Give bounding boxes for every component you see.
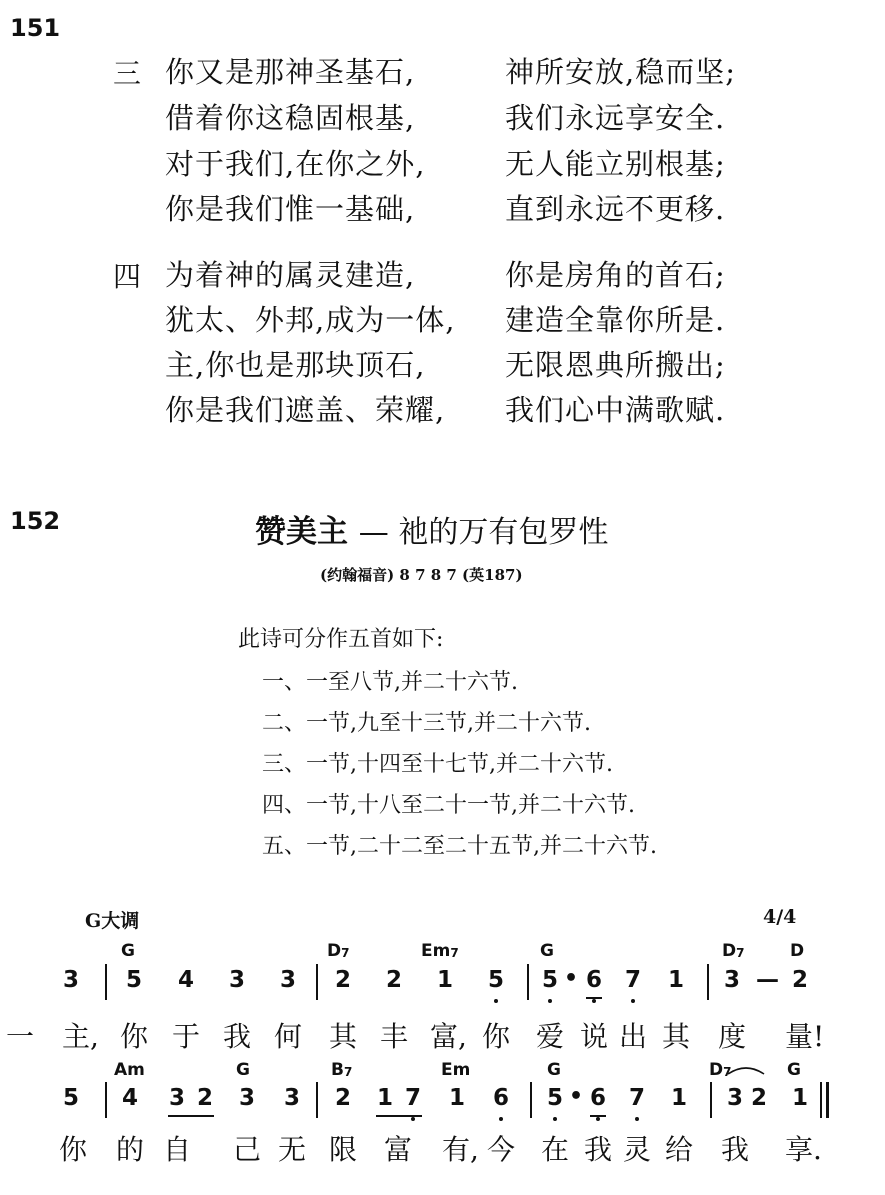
note: 2 — [750, 1085, 767, 1111]
augmentation-dot: • — [569, 1084, 584, 1109]
lyric-syllable: 你 — [58, 1133, 87, 1166]
chord-symbol: G — [236, 1060, 250, 1080]
stanza3-line2-left: 借着你这稳固根基, — [165, 101, 416, 135]
stanza3-line3-left: 对于我们,在你之外, — [165, 147, 426, 181]
barline — [707, 964, 709, 1000]
lyric-syllable: 享. — [785, 1133, 822, 1166]
stanza4-line2-right: 建造全靠你所是. — [505, 303, 726, 337]
lyric-syllable: 出 — [618, 1020, 647, 1053]
note: 3 — [228, 967, 245, 993]
chord-symbol: $D_7$ — [327, 941, 350, 961]
division-note-3: 三、一节,十四至十七节,并二十六节. — [262, 752, 613, 777]
stanza-number-3: 三 — [113, 57, 142, 90]
lyric-syllable: 有, — [442, 1133, 479, 1166]
time-signature: 4/4 — [763, 906, 797, 928]
key-signature: G大调 — [85, 910, 140, 932]
stanza3-line1-left: 你又是那神圣基石, — [165, 55, 416, 89]
barline — [527, 964, 529, 1000]
lyric-syllable: 无 — [277, 1133, 306, 1166]
note-low-octave: 7 — [624, 967, 641, 993]
augmentation-dot: • — [564, 966, 579, 991]
stanza3-line2-right: 我们永远享安全. — [505, 101, 726, 135]
barline — [105, 964, 107, 1000]
stanza3-line3-right: 无人能立别根基; — [505, 147, 726, 181]
lyric-syllable: 你 — [481, 1020, 510, 1053]
chord-symbol: G — [547, 1060, 561, 1080]
chord-symbol: G — [787, 1060, 801, 1080]
note-low-octave-eighth: 6 — [589, 1085, 606, 1111]
note-low-octave-eighth: 6 — [585, 967, 602, 993]
lyric-syllable: 爱 — [535, 1020, 564, 1053]
lyric-syllable: 富 — [383, 1133, 412, 1166]
slur-mark — [726, 1062, 766, 1076]
division-note-4: 四、一节,十八至二十一节,并二十六节. — [262, 793, 635, 818]
note: 5 — [125, 967, 142, 993]
lyric-syllable: 自 — [162, 1133, 191, 1166]
chord-symbol: D — [790, 941, 805, 961]
final-barline-thick — [826, 1082, 829, 1118]
lyric-syllable: 的 — [115, 1133, 144, 1166]
note: 5 — [62, 1085, 79, 1111]
final-barline-thin — [820, 1082, 822, 1118]
chord-symbol: $D_7$ — [709, 1060, 732, 1080]
note-low-octave: 7 — [628, 1085, 645, 1111]
barline — [105, 1082, 107, 1118]
barline — [316, 964, 318, 1000]
hymn-title — [255, 506, 608, 551]
lyric-syllable: 度 — [717, 1020, 746, 1053]
chord-symbol: $Em_7$ — [421, 941, 459, 961]
note-dash: — — [756, 967, 779, 993]
lyric-syllable: 富, — [430, 1020, 467, 1053]
chord-symbol: $D_7$ — [722, 941, 745, 961]
hymn-title-main: 赞美主 — [255, 514, 348, 550]
stanza4-line4-right: 我们心中满歌赋. — [505, 393, 726, 427]
division-note-1: 一、一至八节,并二十六节. — [262, 670, 518, 695]
lyric-syllable: 己 — [232, 1133, 261, 1166]
lyric-syllable: 其 — [661, 1020, 690, 1053]
note: 1 — [667, 967, 684, 993]
note: 3 — [62, 967, 79, 993]
lyric-syllable: 我 — [583, 1133, 612, 1166]
lyric-syllable: 主, — [62, 1020, 99, 1053]
stanza4-line4-left: 你是我们遮盖、荣耀, — [165, 393, 446, 427]
note-low-octave: 5 — [541, 967, 558, 993]
note: 1 — [448, 1085, 465, 1111]
lyric-syllable: 在 — [540, 1133, 569, 1166]
lyric-syllable: 其 — [328, 1020, 357, 1053]
note: 2 — [385, 967, 402, 993]
lyric-syllable: 丰 — [379, 1020, 408, 1053]
lyric-syllable: 给 — [664, 1133, 693, 1166]
note: 3 — [238, 1085, 255, 1111]
lyric-syllable: 于 — [171, 1020, 200, 1053]
hymn-meter: (约翰福音) 8 7 8 7 (英187) — [320, 566, 523, 584]
stanza4-line1-left: 为着神的属灵建造, — [165, 258, 416, 292]
chord-symbol: G — [540, 941, 554, 961]
lyric-syllable: 今 — [486, 1133, 515, 1166]
note: 1 — [436, 967, 453, 993]
note: 2 — [334, 1085, 351, 1111]
note: 3 — [726, 1085, 743, 1111]
stanza4-line3-left: 主,你也是那块顶石, — [165, 348, 426, 382]
note-low-octave: 6 — [492, 1085, 509, 1111]
lyric-syllable: 灵 — [622, 1133, 651, 1166]
lyric-syllable: 我 — [720, 1133, 749, 1166]
division-note-2: 二、一节,九至十三节,并二十六节. — [262, 711, 591, 736]
lyric-syllable: 何 — [273, 1020, 302, 1053]
stanza3-line1-right: 神所安放,稳而坚; — [505, 55, 736, 89]
beam-underline — [376, 1115, 422, 1117]
note-low-octave-eighth: 7 — [404, 1085, 421, 1111]
lyric-syllable: 你 — [119, 1020, 148, 1053]
lyric-syllable: 一 — [5, 1020, 34, 1053]
note-eighth: 2 — [196, 1085, 213, 1111]
note: 1 — [791, 1085, 808, 1111]
note-eighth: 3 — [168, 1085, 185, 1111]
barline — [710, 1082, 712, 1118]
note: 3 — [279, 967, 296, 993]
chord-symbol: G — [121, 941, 135, 961]
note: 4 — [121, 1085, 138, 1111]
stanza4-line3-right: 无限恩典所搬出; — [505, 348, 726, 382]
note-low-octave: 5 — [546, 1085, 563, 1111]
stanza-number-4: 四 — [113, 260, 142, 293]
hymn-subtitle: — 祂的万有包罗性 — [358, 515, 609, 550]
stanza3-line4-left: 你是我们惟一基础, — [165, 192, 416, 226]
note: 4 — [177, 967, 194, 993]
note: 1 — [670, 1085, 687, 1111]
stanza4-line2-left: 犹太、外邦,成为一体, — [165, 303, 456, 337]
stanza3-line4-right: 直到永远不更移. — [505, 192, 726, 226]
note: 3 — [723, 967, 740, 993]
beam-underline — [168, 1115, 214, 1117]
lyric-syllable: 说 — [579, 1020, 608, 1053]
barline — [530, 1082, 532, 1118]
note-low-octave: 5 — [487, 967, 504, 993]
hymn-number-152: 152 — [10, 507, 61, 535]
stanza4-line1-right: 你是房角的首石; — [505, 258, 726, 292]
barline — [316, 1082, 318, 1118]
chord-symbol: Am — [114, 1060, 145, 1080]
chord-symbol: Em — [441, 1060, 471, 1080]
note: 2 — [334, 967, 351, 993]
chord-symbol: $B_7$ — [331, 1060, 353, 1080]
lyric-syllable: 量! — [785, 1020, 825, 1053]
lyric-syllable: 我 — [222, 1020, 251, 1053]
hymn-number-151: 151 — [10, 14, 61, 42]
division-note-5: 五、一节,二十二至二十五节,并二十六节. — [262, 834, 657, 859]
division-notes-intro: 此诗可分作五首如下: — [238, 627, 444, 652]
note: 2 — [791, 967, 808, 993]
note: 3 — [283, 1085, 300, 1111]
note-eighth: 1 — [376, 1085, 393, 1111]
lyric-syllable: 限 — [328, 1133, 357, 1166]
